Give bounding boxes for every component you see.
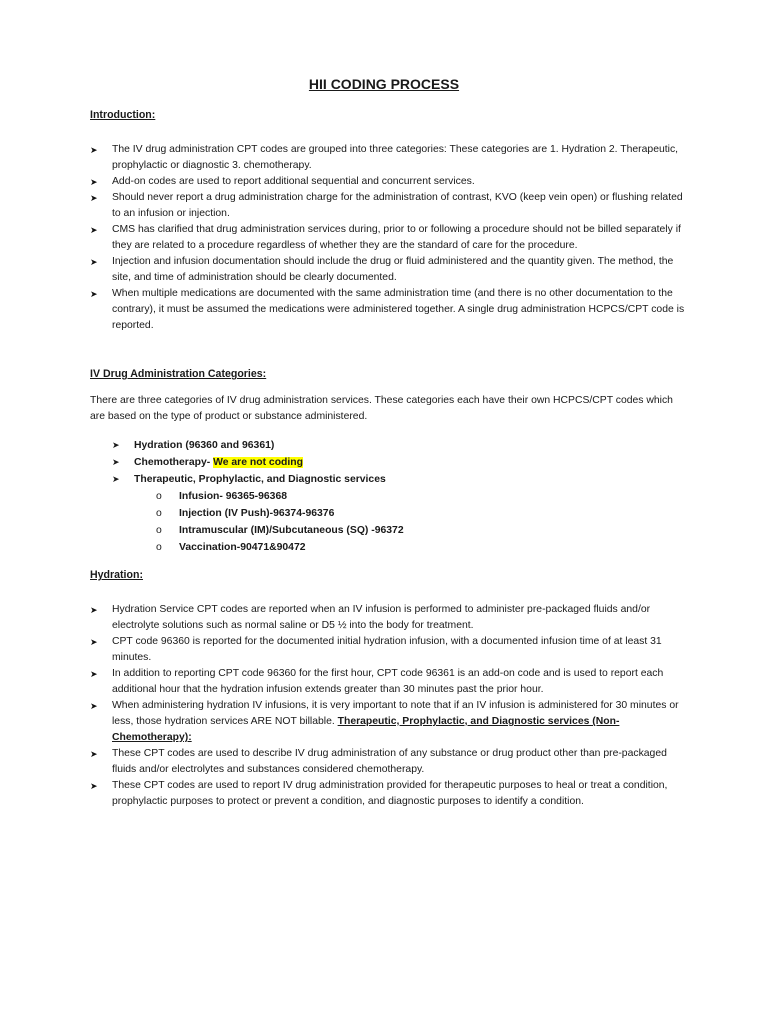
categories-paragraph: There are three categories of IV drug administration services. These categories each have their own HCPCS/CPT codes which are based on the type of product or substance administered. — [90, 395, 673, 422]
introduction-heading: Introduction: — [90, 109, 156, 121]
page-title: HII CODING PROCESS — [308, 76, 460, 92]
categories-list — [112, 437, 632, 556]
chemotherapy-label: Chemotherapy- — [134, 457, 214, 468]
sub-list-item: o Injection (IV Push)-96374-96376 — [134, 505, 632, 522]
list-item: ➤ These CPT codes are used to report IV drug administration provided for therapeutic purposes to heal or treat a condition, prophylactic purposes to protect or prevent a condition, and diagnostic purposes to identify a condition. — [90, 778, 690, 810]
not-coding-highlight: We are not coding — [213, 457, 303, 468]
list-item: ➤ Injection and infusion documentation should include the drug or fluid administered and the quantity given. The method, the site, and time of administration should be clearly documented. — [90, 254, 690, 286]
sub-list-item: o Intramuscular (IM)/Subcutaneous (SQ) -96372 — [134, 522, 632, 539]
list-item: ➤ The IV drug administration CPT codes are grouped into three categories: These categories are 1. Hydration 2. Therapeutic, prophylactic or diagnostic 3. chemotherapy. — [90, 142, 690, 174]
introduction-list — [90, 142, 690, 334]
categories-heading: IV Drug Administration Categories: — [90, 368, 267, 380]
list-item: ➤ Hydration Service CPT codes are reported when an IV infusion is performed to administer pre-packaged fluids and/or electrolyte solutions such as normal saline or D5 ½ into the body for treatment. — [90, 602, 690, 634]
list-item: ➤ CPT code 96360 is reported for the documented initial hydration infusion, with a documented infusion time of at least 31 minutes. — [90, 634, 690, 666]
therapeutic-inline-heading: Therapeutic, Prophylactic, and Diagnostic services (Non-Chemotherapy): — [112, 716, 620, 743]
list-item: ➤ These CPT codes are used to describe IV drug administration of any substance or drug product other than pre-packaged fluids and/or electrolytes and substances considered chemotherapy. — [90, 746, 690, 778]
hydration-heading: Hydration: — [90, 569, 143, 581]
list-item: ➤ Should never report a drug administration charge for the administration of contrast, KVO (keep vein open) or flushing related to an infusion or injection. — [90, 190, 690, 222]
list-item — [90, 698, 690, 746]
billing-note: When administering hydration IV infusions, it is very important to note that if an IV infusion is administered for 30 minutes or less, those hydration services ARE NOT billable. — [112, 700, 679, 727]
hydration-list — [90, 602, 690, 810]
list-item: ➤ CMS has clarified that drug administration services during, prior to or following a procedure should not be billed separately if they are related to a procedure regardless of whether they are the standard of care for the procedure. — [90, 222, 690, 254]
therapeutic-label: Therapeutic, Prophylactic, and Diagnostic services — [134, 474, 386, 485]
category-chemotherapy — [112, 454, 632, 471]
therapeutic-sublist — [134, 488, 632, 556]
list-item: ➤ In addition to reporting CPT code 96360 for the first hour, CPT code 96361 is an add-on code and is used to report each additional hour that the hydration infusion extends greater than 30 minutes past the prior hour. — [90, 666, 690, 698]
list-item: ➤ When multiple medications are documented with the same administration time (and there is no other documentation to the contrary), it must be assumed the medications were administered together. A single drug administration HCPCS/CPT code is reported. — [90, 286, 690, 334]
category-therapeutic — [112, 471, 632, 556]
category-hydration: ➤ Hydration (96360 and 96361) — [112, 437, 632, 454]
list-item: ➤ Add-on codes are used to report additional sequential and concurrent services. — [90, 174, 690, 190]
sub-list-item: o Vaccination-90471&90472 — [134, 539, 632, 556]
sub-list-item: o Infusion- 96365-96368 — [134, 488, 632, 505]
